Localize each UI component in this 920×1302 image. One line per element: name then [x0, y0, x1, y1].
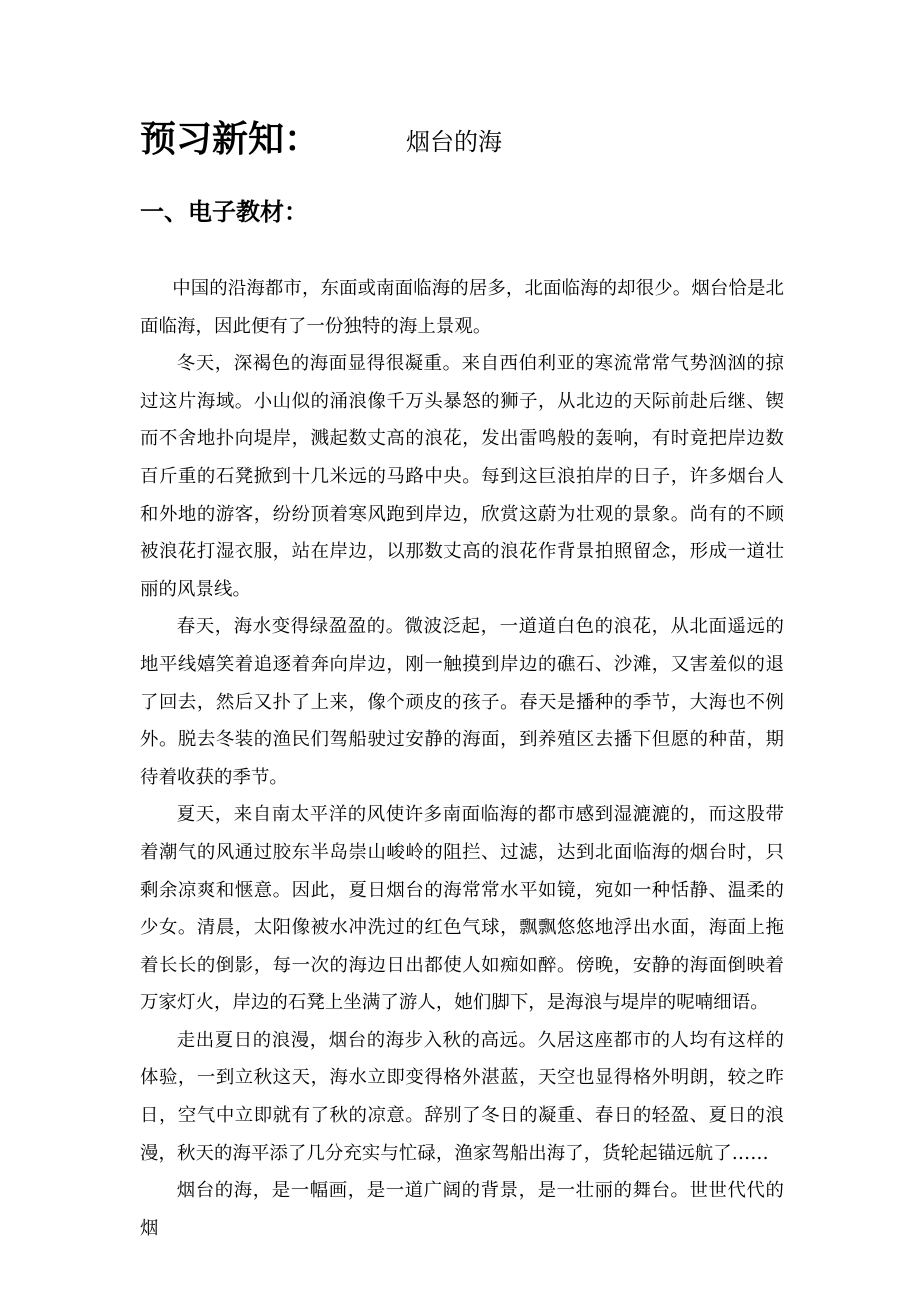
paragraph-summer: 夏天，来自南太平洋的风使许多南面临海的都市感到湿漉漉的，而这股带着潮气的风通过胶东半岛崇山峻岭的阻拦、过滤，达到北面临海的烟台时，只剩余凉爽和惬意。因此，夏日烟台的海常常水平如镜，宛如一种恬静、温柔的少女。清晨，太阳像被水冲洗过的红色气球，飘飘悠悠地浮出水面，海面上拖着长长的倒影，每一次的海边日出都使人如痴如醉。傍晚，安静的海面倒映着万家灯火，岸边的石凳上坐满了游人，她们脚下，是海浪与堤岸的呢喃细语。: [140, 804, 784, 1014]
body-text: [140, 270, 784, 1247]
paragraph-winter: 冬天，深褐色的海面显得很凝重。来自西伯利亚的寒流常常气势汹汹的掠过这片海域。小山似的涌浪像千万头暴怒的狮子，从北边的天际前赴后继、锲而不舍地扑向堤岸，溅起数丈高的浪花，发出雷鸣般的轰响，有时竟把岸边数百斤重的石凳掀到十几米远的马路中央。每到这巨浪拍岸的日子，许多烟台人和外地的游客，纷纷顶着寒风跑到岸边，欣赏这蔚为壮观的景象。尚有的不顾被浪花打湿衣服，站在岸边，以那数丈高的浪花作背景拍照留念，形成一道壮丽的风景线。: [140, 353, 784, 600]
paragraph-intro: 中国的沿海都市，东面或南面临海的居多，北面临海的却很少。烟台恰是北面临海，因此便有了一份独特的海上景观。: [140, 278, 784, 337]
page-subtitle: 烟台的海: [406, 128, 502, 156]
section-heading: 一、电子教材：: [140, 197, 308, 226]
title-row: [140, 112, 840, 172]
paragraph-spring: 春天，海水变得绿盈盈的。微波泛起，一道道白色的浪花，从北面遥远的地平线嬉笑着追逐着奔向岸边，刚一触摸到岸边的礁石、沙滩，又害羞似的退了回去，然后又扑了上来，像个顽皮的孩子。春天是播种的季节，大海也不例外。脱去冬装的渔民们驾船驶过安静的海面，到养殖区去播下但愿的种苗，期待着收获的季节。: [140, 616, 784, 788]
paragraph-autumn: 走出夏日的浪漫，烟台的海步入秋的高远。久居这座都市的人均有这样的体验，一到立秋这天，海水立即变得格外湛蓝，天空也显得格外明朗，较之昨日，空气中立即就有了秋的凉意。辞别了冬日的凝重、春日的轻盈、夏日的浪漫，秋天的海平添了几分充实与忙碌，渔家驾船出海了，货轮起锚远航了……: [140, 1029, 784, 1164]
page-title: 预习新知：: [140, 118, 321, 160]
paragraph-closing: 烟台的海，是一幅画，是一道广阔的背景，是一壮丽的舞台。世世代代的烟: [140, 1180, 784, 1239]
